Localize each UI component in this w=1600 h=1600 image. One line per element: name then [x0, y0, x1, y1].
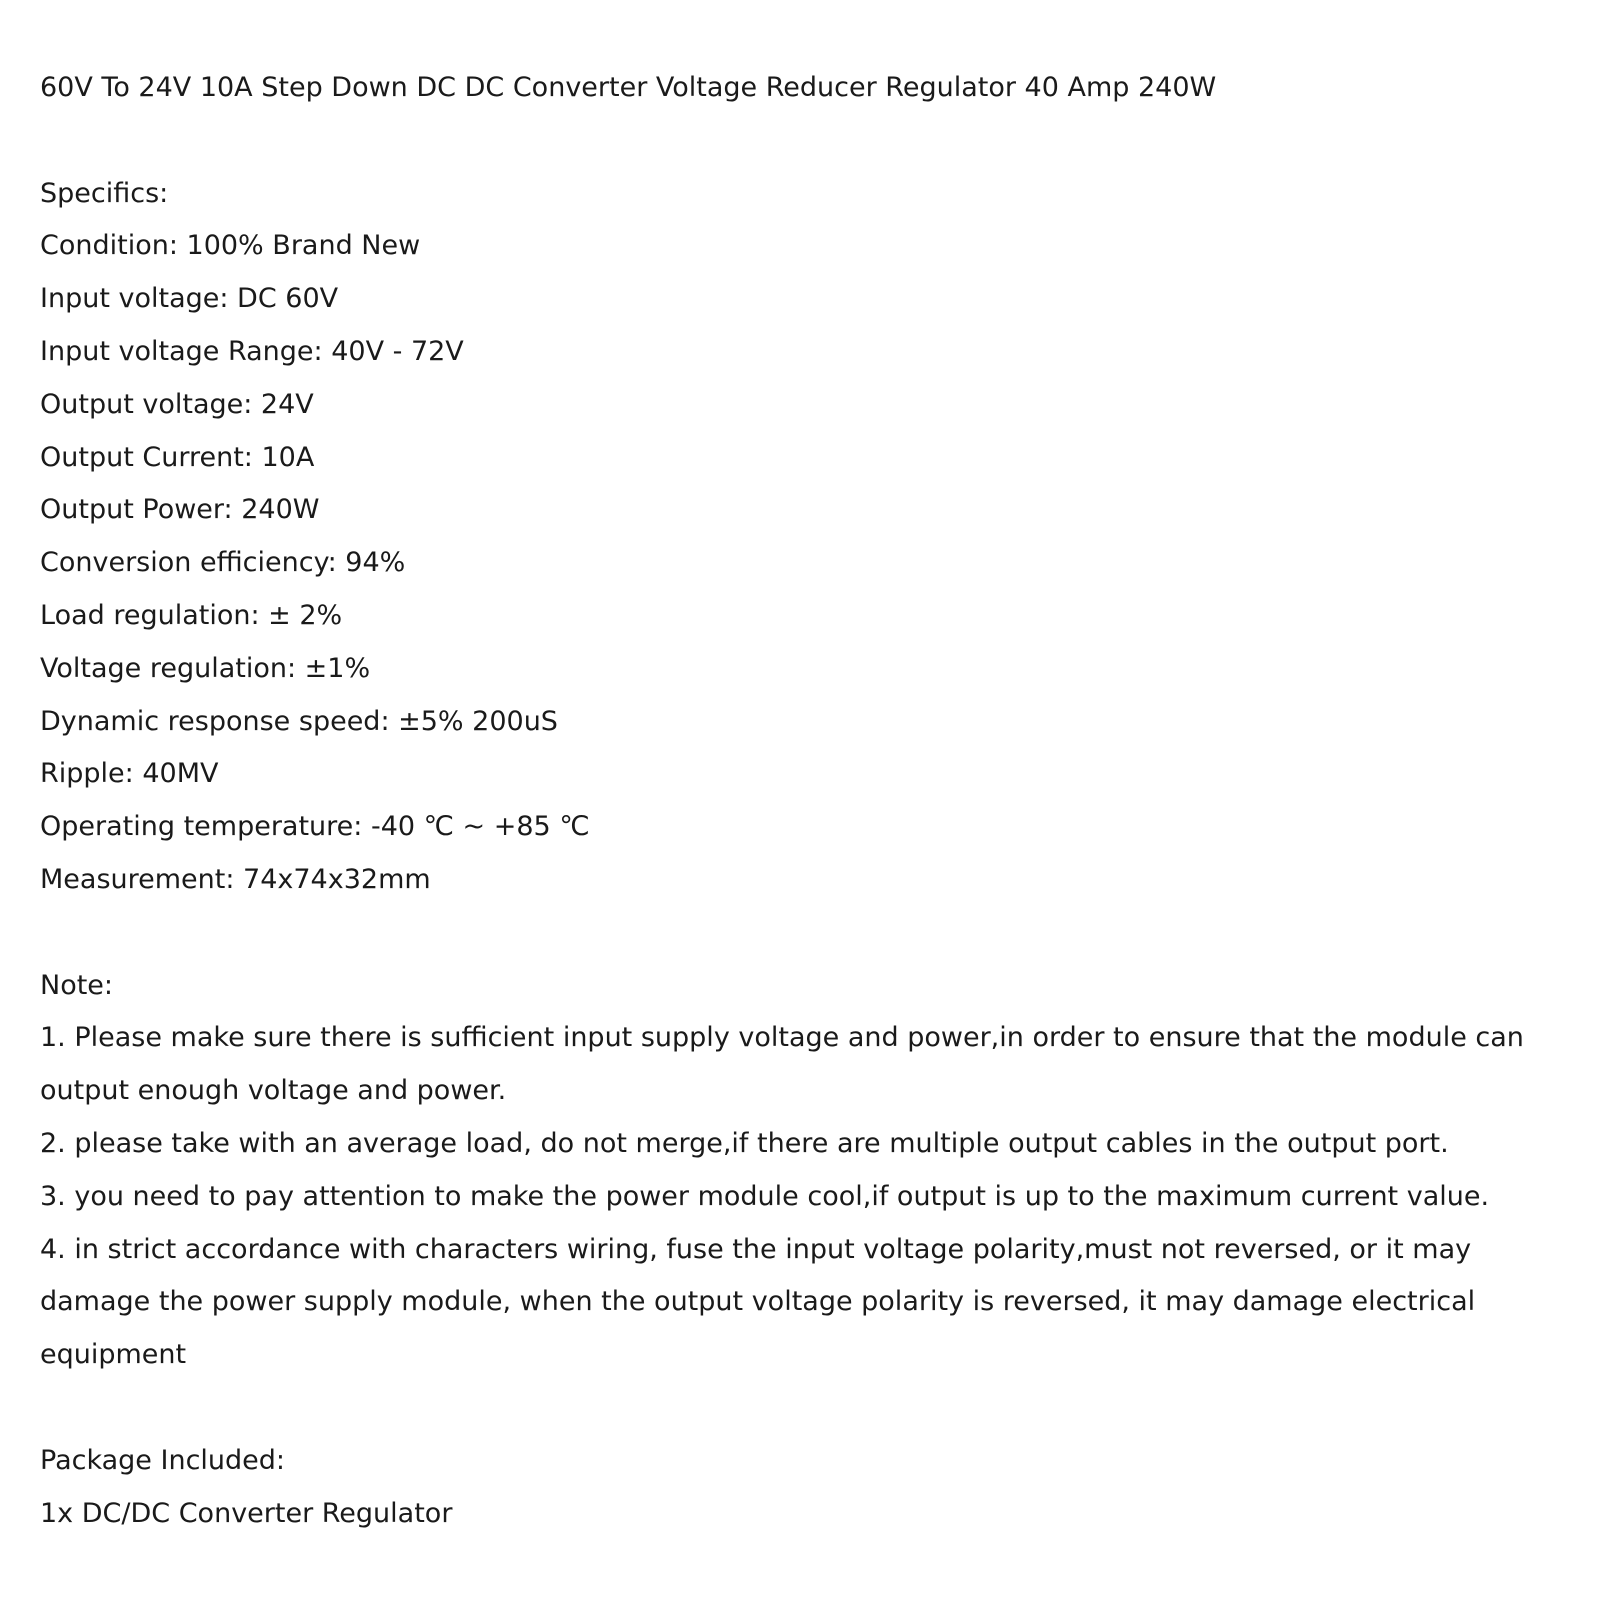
spec-input-voltage: Input voltage: DC 60V [40, 283, 339, 315]
note-item: 3. you need to pay attention to make the power module cool,if output is up to the maximum current value. [40, 1180, 1490, 1212]
spec-conversion-efficiency: Conversion efficiency: 94% [40, 547, 406, 579]
spec-input-voltage-range: Input voltage Range: 40V - 72V [40, 335, 464, 367]
spec-output-current: Output Current: 10A [40, 441, 315, 473]
package-item: 1x DC/DC Converter Regulator [40, 1497, 453, 1529]
spec-condition: Condition: 100% Brand New [40, 230, 421, 262]
spec-dynamic-response: Dynamic response speed: ±5% 200uS [40, 705, 558, 737]
note-item: 4. in strict accordance with characters wiring, fuse the input voltage polarity,must not reversed, or it may damage the power supply module, when the output voltage polarity is reversed, it may damage electrical equipment [40, 1233, 1476, 1371]
spec-load-regulation: Load regulation: ± 2% [40, 599, 343, 631]
spec-output-power: Output Power: 240W [40, 494, 320, 526]
spacer [40, 1382, 1580, 1435]
spacer [40, 907, 1580, 960]
product-description [40, 62, 1580, 1540]
package-heading: Package Included: [40, 1444, 286, 1476]
specifics-section [40, 168, 1580, 907]
note-item: 1. Please make sure there is sufficient input supply voltage and power,in order to ensure that the module can output enough voltage and power. [40, 1022, 1524, 1107]
note-heading: Note: [40, 969, 114, 1001]
spec-ripple: Ripple: 40MV [40, 758, 219, 790]
note-item: 2. please take with an average load, do not merge,if there are multiple output cables in the output port. [40, 1127, 1449, 1159]
specifics-heading: Specifics: [40, 177, 169, 209]
note-section [40, 960, 1580, 1382]
spacer [40, 115, 1580, 168]
spec-operating-temperature: Operating temperature: -40 ℃ ~ +85 ℃ [40, 811, 590, 843]
spec-measurement: Measurement: 74x74x32mm [40, 863, 431, 895]
spec-voltage-regulation: Voltage regulation: ±1% [40, 652, 371, 684]
package-section [40, 1435, 1580, 1541]
product-title: 60V To 24V 10A Step Down DC DC Converter Voltage Reducer Regulator 40 Amp 240W [40, 72, 1217, 103]
spec-output-voltage: Output voltage: 24V [40, 388, 314, 420]
